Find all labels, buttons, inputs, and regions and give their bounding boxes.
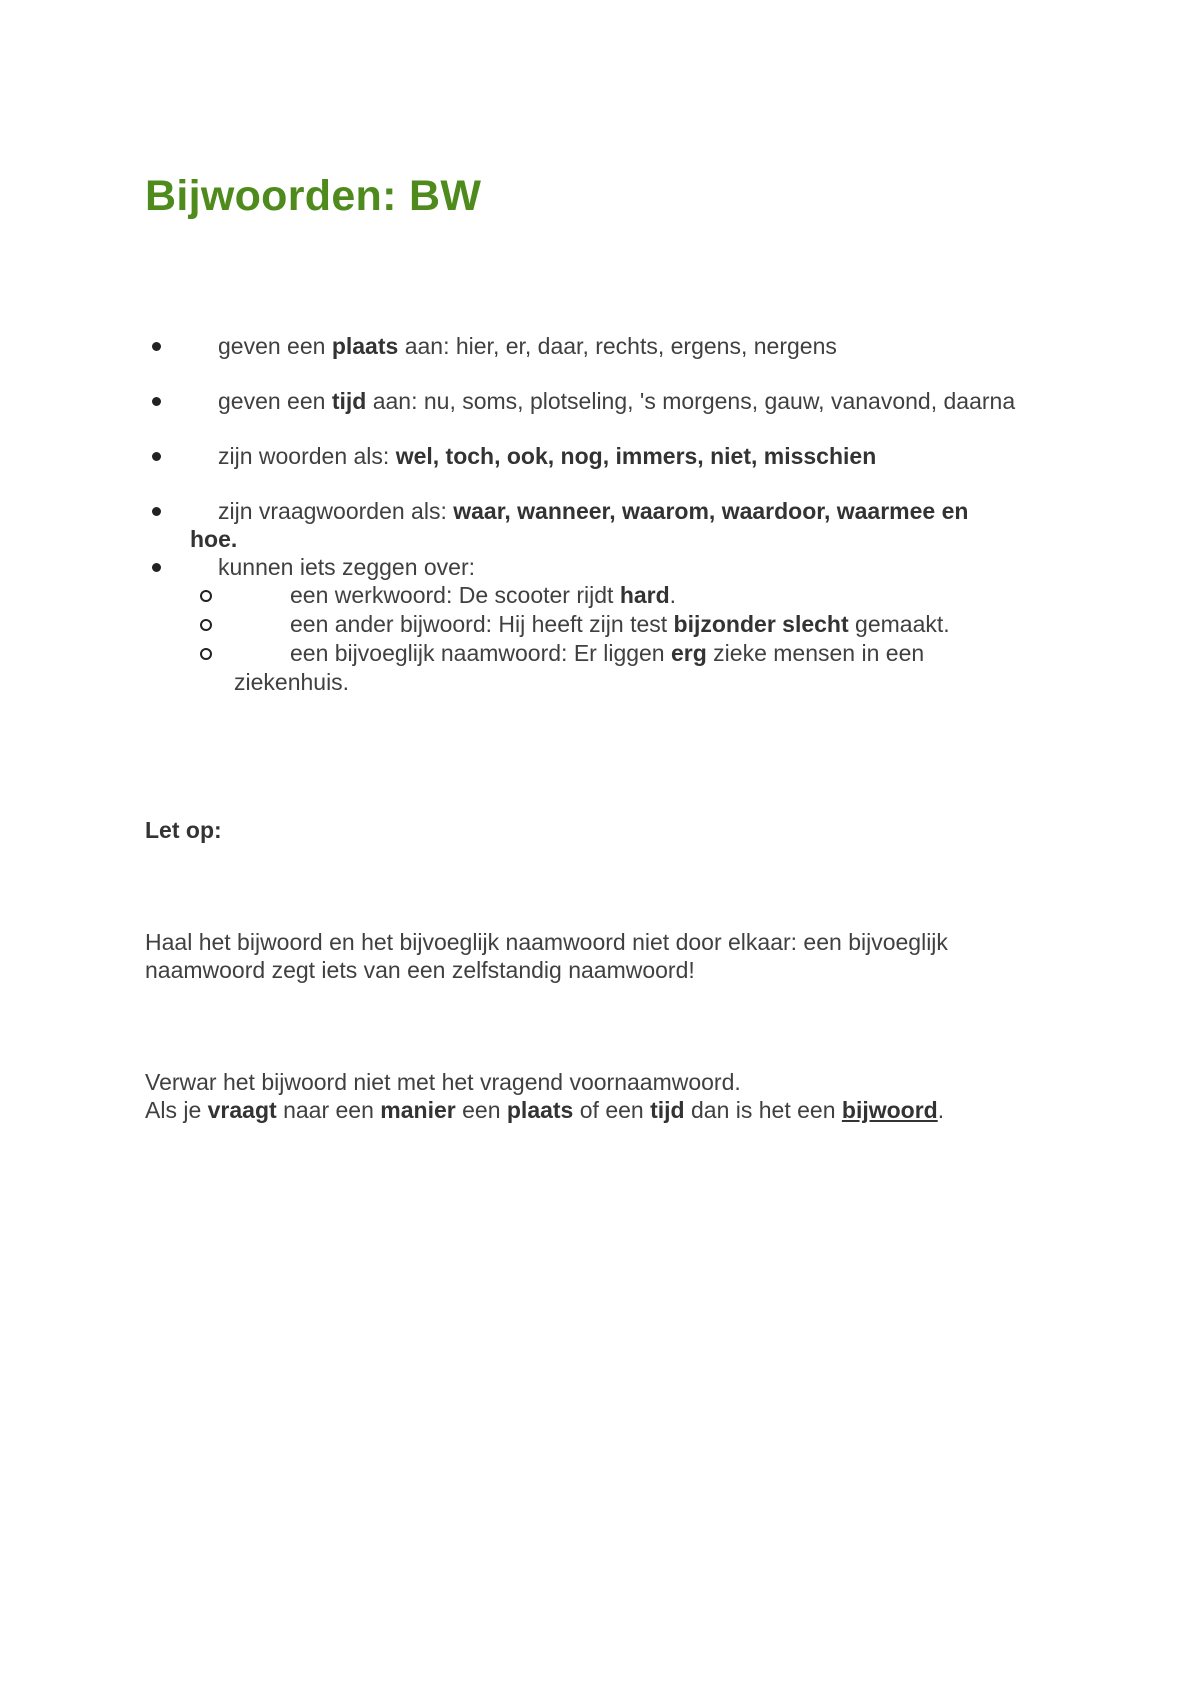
- bullet-icon: [152, 397, 161, 406]
- sub-list-item: [0, 639, 1010, 697]
- circle-bullet-icon: [200, 590, 212, 602]
- list-item: [0, 442, 1078, 470]
- item-text: aan: nu, soms, plotseling, 's morgens, gauw, vanavond, daarna: [366, 388, 1016, 414]
- item-text: een ander bijwoord: Hij heeft zijn test: [290, 611, 674, 637]
- list-item: [0, 553, 1078, 581]
- item-bold-continuation: hoe.: [190, 526, 238, 552]
- item-bold: wel, toch, ook, nog, immers, niet, misschien: [395, 443, 877, 469]
- paragraph-adjective-note: [145, 928, 1045, 984]
- bullet-icon: [152, 563, 161, 572]
- item-bold: tijd: [331, 388, 367, 414]
- text-run: een: [455, 1097, 507, 1123]
- paragraph-line: Verwar het bijwoord niet met het vragend voornaamwoord.: [145, 1069, 741, 1095]
- page-title: Bijwoorden: BW: [145, 172, 482, 220]
- item-bold: bijzonder slecht: [673, 611, 849, 637]
- item-text: een werkwoord: De scooter rijdt: [290, 582, 620, 608]
- bullet-icon: [152, 452, 161, 461]
- item-text: zijn vraagwoorden als:: [218, 498, 454, 524]
- bold-run: vraagt: [207, 1097, 277, 1123]
- text-run: .: [937, 1097, 945, 1123]
- bold-run: plaats: [506, 1097, 574, 1123]
- paragraph-question-note: [145, 1068, 1045, 1124]
- item-text: geven een: [218, 388, 332, 414]
- item-bold: hard: [619, 582, 670, 608]
- item-continuation: ziekenhuis.: [234, 669, 350, 695]
- circle-bullet-icon: [200, 619, 212, 631]
- text-run: Als je: [145, 1097, 208, 1123]
- let-op-heading: Let op:: [145, 817, 222, 843]
- item-bold: erg: [671, 640, 707, 666]
- bullet-icon: [152, 507, 161, 516]
- bullet-icon: [152, 342, 161, 351]
- bold-run: manier: [380, 1097, 456, 1123]
- paragraph-line: [145, 1096, 1045, 1124]
- item-text: geven een: [218, 333, 332, 359]
- list-item: [0, 387, 1078, 415]
- sub-list-item: [0, 581, 1010, 610]
- bold-underlined-run: bijwoord: [841, 1097, 938, 1123]
- text-run: naar een: [276, 1097, 381, 1123]
- sub-list-item: [0, 610, 1010, 639]
- item-text: zieke mensen in een: [706, 640, 925, 666]
- item-text: gemaakt.: [848, 611, 950, 637]
- paragraph-line: Haal het bijwoord en het bijvoeglijk naamwoord niet door elkaar: een bijvoeglijk: [145, 929, 948, 955]
- bullet-list: [0, 332, 1200, 697]
- item-text: aan: hier, er, daar, rechts, ergens, nergens: [398, 333, 837, 359]
- paragraph-line: naamwoord zegt iets van een zelfstandig naamwoord!: [145, 957, 695, 983]
- circle-bullet-icon: [200, 648, 212, 660]
- item-text: .: [669, 582, 677, 608]
- text-run: dan is het een: [684, 1097, 842, 1123]
- item-text: kunnen iets zeggen over:: [218, 554, 476, 580]
- bold-run: tijd: [650, 1097, 685, 1123]
- item-text: een bijvoeglijk naamwoord: Er liggen: [290, 640, 671, 666]
- item-text: zijn woorden als:: [218, 443, 396, 469]
- list-item: [0, 497, 1078, 553]
- list-item: [0, 332, 1078, 360]
- item-bold: waar, wanneer, waarom, waardoor, waarmee en: [453, 498, 969, 524]
- text-run: of een: [573, 1097, 651, 1123]
- item-bold: plaats: [331, 333, 399, 359]
